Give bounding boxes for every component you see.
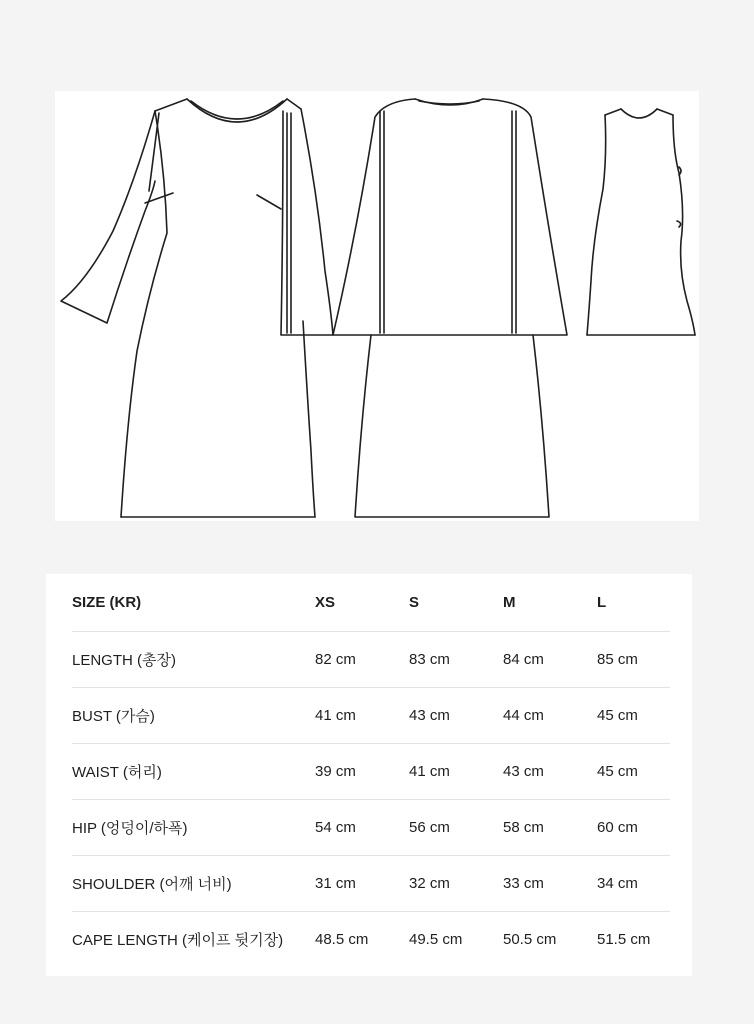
value-s: 83 cm [409, 651, 450, 668]
value-xs: 54 cm [315, 819, 356, 836]
row-label: WAIST (허리) [72, 764, 162, 781]
table-row-waist [72, 744, 670, 800]
sleeveless-dress-drawing [587, 109, 695, 335]
value-s: 56 cm [409, 819, 450, 836]
header-size-xs: XS [315, 594, 336, 611]
size-chart-header-row [72, 574, 670, 632]
table-row-cape-length [72, 912, 670, 967]
header-size-label: SIZE (KR) [72, 594, 142, 611]
value-l: 85 cm [597, 651, 638, 668]
header-size-l: L [597, 594, 607, 611]
back-view-drawing [333, 99, 567, 517]
row-label: LENGTH (총장) [72, 652, 176, 669]
size-chart-card [46, 574, 692, 976]
row-label: SHOULDER (어깨 너비) [72, 876, 232, 893]
table-row-bust [72, 688, 670, 744]
table-row-length [72, 632, 670, 688]
table-row-hip [72, 800, 670, 856]
size-chart-table [72, 574, 670, 967]
value-m: 84 cm [503, 651, 544, 668]
front-view-drawing [61, 99, 333, 517]
row-label: CAPE LENGTH (케이프 뒷기장) [72, 932, 284, 949]
header-size-s: S [409, 594, 420, 611]
header-size-m: M [503, 594, 516, 611]
value-xs: 31 cm [315, 875, 356, 892]
dress-technical-drawing [55, 91, 699, 521]
value-s: 43 cm [409, 707, 450, 724]
value-l: 45 cm [597, 707, 638, 724]
value-xs: 82 cm [315, 651, 356, 668]
value-xs: 48.5 cm [315, 931, 369, 948]
value-l: 51.5 cm [597, 931, 651, 948]
table-row-shoulder [72, 856, 670, 912]
garment-illustration [55, 91, 699, 521]
value-m: 44 cm [503, 707, 544, 724]
value-s: 32 cm [409, 875, 450, 892]
value-m: 43 cm [503, 763, 544, 780]
value-l: 45 cm [597, 763, 638, 780]
value-m: 50.5 cm [503, 931, 557, 948]
value-s: 41 cm [409, 763, 450, 780]
row-label: BUST (가슴) [72, 708, 155, 725]
value-s: 49.5 cm [409, 931, 463, 948]
value-l: 60 cm [597, 819, 638, 836]
value-m: 33 cm [503, 875, 544, 892]
value-l: 34 cm [597, 875, 638, 892]
value-xs: 41 cm [315, 707, 356, 724]
row-label: HIP (엉덩이/하폭) [72, 820, 188, 837]
value-m: 58 cm [503, 819, 544, 836]
value-xs: 39 cm [315, 763, 356, 780]
